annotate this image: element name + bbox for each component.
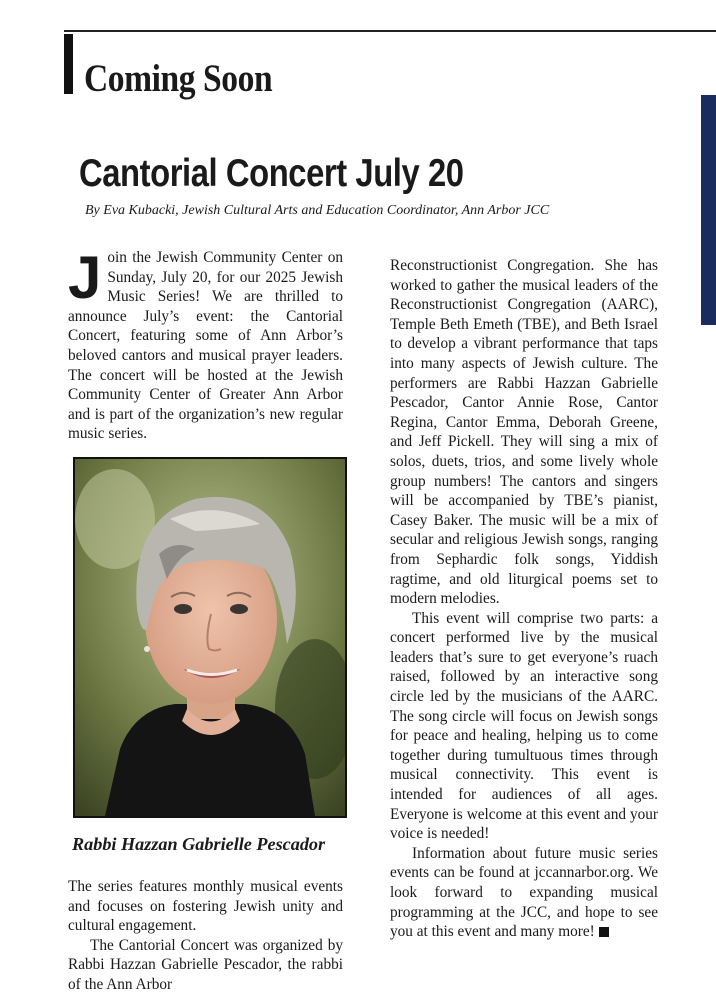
intro-paragraph-text: oin the Jewish Community Center on Sunday, July 20, for our 2025 Jewish Music Series! We are thrilled to announce July’s event: the Cantorial Concert, featuring some of Ann Arbor’s beloved cantors and musical prayer leaders. The concert will be hosted at the Jewish Community Center of Greater Ann Arbor and is part of the organization’s new regular music series. bbox=[68, 249, 343, 443]
paragraph-event-parts: This event will comprise two parts: a concert performed live by the musical leaders that’s sure to get everyone’s ruach raised, followed by an interactive song circle led by the musicians of the AARC. The song circle will focus on Jewish songs for peace and healing, helping us to come together during tumultuous times through musical connectivity. This event is intended for audiences of all ages. Everyone is welcome at this event and your voice is needed! bbox=[390, 609, 658, 843]
drop-cap: J bbox=[68, 244, 102, 311]
portrait-illustration bbox=[75, 459, 345, 816]
section-title: Coming Soon bbox=[84, 57, 273, 100]
top-rule bbox=[64, 30, 716, 32]
section-marker-bar bbox=[64, 34, 73, 94]
more-info-text: Information about future music series events can be found at jccannarbor.org. We look forward to expanding musical programming at the JCC, and hope to see you at this event and many more! bbox=[390, 844, 658, 941]
left-column-top bbox=[68, 244, 343, 444]
photo-caption: Rabbi Hazzan Gabrielle Pescador bbox=[72, 834, 326, 854]
end-of-article-mark bbox=[599, 927, 609, 937]
right-column bbox=[390, 256, 658, 942]
intro-paragraph bbox=[68, 244, 343, 444]
paragraph-series: The series features monthly musical events and focuses on fostering Jewish unity and cultural engagement. bbox=[68, 878, 343, 935]
paragraph-organized: The Cantorial Concert was organized by Rabbi Hazzan Gabrielle Pescador, the rabbi of the Ann Arbor bbox=[68, 936, 343, 993]
paragraph-organized-continued: Reconstructionist Congregation. She has worked to gather the musical leaders of the Reconstructionist Congregation (AARC), Temple Beth Emeth (TBE), and Beth Israel to develop a vibrant performance that taps into many aspects of Jewish culture. The performers are Rabbi Hazzan Gabrielle Pescador, Cantor Annie Rose, Cantor Regina, Cantor Emma, Deborah Greene, and Jeff Pickell. They will sing a mix of solos, duets, trios, and some lively whole group numbers! The cantors and singers will be accompanied by TBE’s pianist, Casey Baker. The music will be a mix of secular and religious Jewish songs, ranging from Sephardic folk songs, Yiddish ragtime, and old liturgical poems set to modern melodies. bbox=[390, 257, 658, 608]
left-column-bottom bbox=[68, 877, 343, 995]
article-byline: By Eva Kubacki, Jewish Cultural Arts and Education Coordinator, Ann Arbor JCC bbox=[85, 203, 550, 218]
side-page-tab bbox=[701, 95, 716, 325]
portrait-photo bbox=[73, 457, 347, 818]
article-headline: Cantorial Concert July 20 bbox=[79, 152, 464, 195]
paragraph-more-info bbox=[390, 844, 658, 942]
